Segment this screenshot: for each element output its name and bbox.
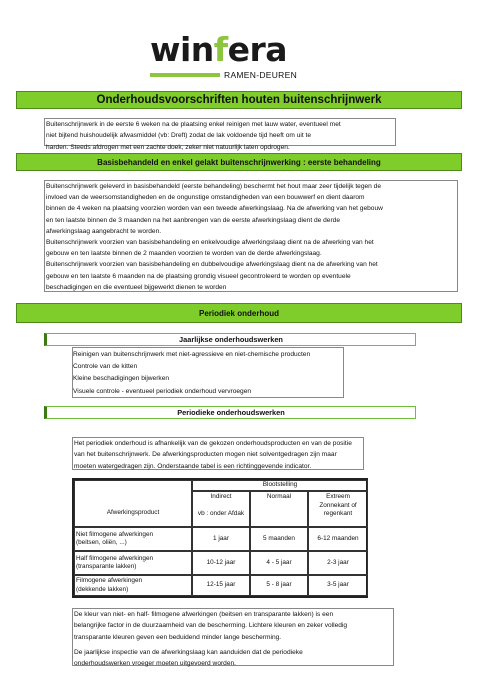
intro-paragraph [44, 118, 396, 151]
text-line: afwerkingslaag aangebracht te worden. [46, 227, 162, 235]
table-header-indirect: Indirect vb : onder Afdak [192, 491, 250, 527]
table-cell: 5 - 8 jaar [250, 575, 308, 596]
text-line: onderhoudswerken vroeger moeten uitgevoerd worden. [74, 660, 237, 668]
text-line: invloed van de weersomstandigheden en de ongunstige omstandigheden van een bouwwerf en dient daarom [46, 194, 365, 202]
table-group-header: Blootstelling [192, 480, 368, 491]
list-item: Reinigen van buitenschrijnwerk met niet-agressieve en niet-chemische producten [73, 351, 311, 358]
logo-wordmark: winfera [150, 30, 288, 69]
text-line: en ten laatste binnen de 3 maanden na het aanbrengen van de eerste afwerkingslaag dient de derde [46, 216, 341, 224]
text-line: De jaarlijkse inspectie van de afwerkingslaag kan aanduiden dat de periodieke [74, 648, 303, 656]
table-cell: 5 maanden [250, 527, 308, 551]
table-cell: 1 jaar [192, 527, 250, 551]
first-treatment-paragraph [44, 180, 458, 292]
table-row-label: Filmogene afwerkingen (dekkende lakken) [74, 575, 192, 596]
text-line: gebouw en ten laatste 6 maanden na de plaatsing grondig visueel gecontroleerd te worden op eventuele [46, 272, 351, 280]
logo-accent-bar [150, 73, 220, 77]
intro-line: harden. Steeds afdrogen met een zachte doek, zeker niet natuurlijk laten opdrogen. [46, 143, 290, 151]
text-line: binnen de 4 weken na plaatsing voorzien worden van een tweede afwerkingslaag. Na de afwerking van het gebouw [46, 205, 383, 213]
yearly-works-list [72, 347, 344, 398]
logo-tagline: RAMEN-DEUREN [224, 70, 298, 80]
yearly-works-heading: Jaarlijkse onderhoudswerken [44, 333, 416, 346]
text-line: De kleur van niet- en half- filmogene afwerkingen (beitsen en transparante lakken) is een [74, 611, 334, 618]
text-line: Buitenschrijnwerk voorzien van basisbehandeling en enkelvoudige afwerkingslaag dient na de afwerking van het [46, 239, 374, 247]
text-line: van het buitenschrijnwerk. De afwerkingsproducten mogen niet solventgedragen zijn maar [74, 451, 337, 459]
table-cell: 4 - 5 jaar [250, 551, 308, 575]
table-cell: 2-3 jaar [308, 551, 368, 575]
intro-line: Buitenschrijnwerk in de eerste 6 weken na de plaatsing enkel reinigen met lauw water, eventueel met [46, 121, 341, 128]
periodic-works-heading: Periodieke onderhoudswerken [44, 406, 416, 419]
text-line: Buitenschrijnwerk voorzien van basisbehandeling en dubbelvoudige afwerkingslaag dient na de afwerking van het [46, 261, 378, 269]
first-treatment-banner: Basisbehandeld en enkel gelakt buitenschrijnwerking : eerste behandeling [16, 153, 462, 171]
table-cell: 12-15 jaar [192, 575, 250, 596]
table-header-extreme: Extreem Zonnekant of regenkant [308, 491, 368, 527]
table-header-normal: Normaal [250, 491, 308, 527]
intro-line: niet bijtend huishoudelijk afwasmiddel (vb: Dreft) zodat de lak voldoende tijd heeft om uit te [46, 132, 311, 140]
table-row-label: Niet filmogene afwerkingen (beitsen, oliën, ...) [74, 527, 192, 551]
table-cell: 3-5 jaar [308, 575, 368, 596]
text-line: belangrijke factor in de duurzaamheid van de bescherming. Lichtere kleuren en zeker volledig [74, 622, 348, 630]
table-cell: 10-12 jaar [192, 551, 250, 575]
text-line: transparante kleuren geven een beduidend minder lange bescherming. [74, 633, 282, 641]
main-title-banner: Onderhoudsvoorschriften houten buitenschrijnwerk [16, 91, 462, 109]
color-note-paragraph [72, 608, 394, 666]
periodic-works-paragraph [72, 437, 364, 470]
periodic-maintenance-banner: Periodiek onderhoud [16, 303, 462, 323]
maintenance-interval-table [72, 478, 368, 598]
text-line: Buitenschrijnwerk geleverd in basisbehandeld (eerste behandeling) beschermt het hout maar zeer tijdelijk tegen de [46, 183, 382, 190]
list-item: Visuele controle - eventueel periodiek onderhoud vervroegen [73, 387, 252, 395]
table-cell: 6-12 maanden [308, 527, 368, 551]
list-item: Kleine beschadigingen bijwerken [73, 375, 170, 383]
text-line: gebouw en ten laatste binnen de 2 maanden voorzien te worden van de derde afwerkingslaag. [46, 250, 322, 258]
text-line: moeten watergedragen zijn. Onderstaande tabel is een richtinggevende indicator. [74, 462, 312, 470]
table-row-label: Half filmogene afwerkingen (transparante lakken) [74, 551, 192, 575]
company-logo [150, 30, 300, 88]
text-line: Het periodiek onderhoud is afhankelijk van de gekozen onderhoudsproducten en van de positie [74, 440, 352, 447]
table-header-product: Afwerkingsproduct [74, 480, 192, 527]
text-line: beschadigingen en die eventueel bijgewerkt dienen te worden [46, 283, 227, 291]
list-item: Controle van de kitten [73, 363, 138, 371]
